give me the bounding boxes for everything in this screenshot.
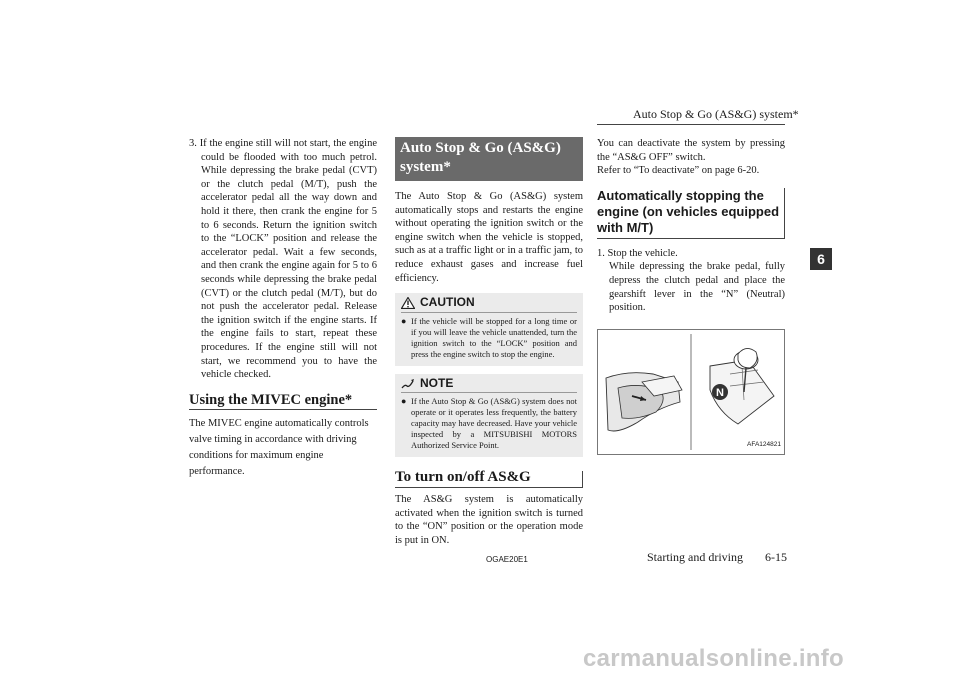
column-3 bbox=[597, 137, 785, 455]
caution-box bbox=[395, 293, 583, 366]
deactivate-text: You can deactivate the system by pressing the “AS&G OFF” switch. bbox=[597, 138, 785, 163]
bullet-icon: ● bbox=[401, 315, 407, 326]
step-1 bbox=[597, 247, 785, 261]
note-pencil-icon bbox=[401, 378, 415, 390]
page-number: 6-15 bbox=[765, 550, 787, 564]
column-2 bbox=[395, 137, 583, 547]
step-3-number: 3. bbox=[189, 138, 197, 149]
page-footer bbox=[647, 550, 787, 565]
warning-triangle-icon bbox=[401, 297, 415, 309]
note-label: NOTE bbox=[420, 375, 454, 390]
document-code: OGAE20E1 bbox=[486, 555, 528, 564]
neutral-gear-label: N bbox=[716, 386, 724, 399]
refer-text: Refer to “To deactivate” on page 6-20. bbox=[597, 165, 760, 177]
site-watermark: carmanualsonline.info bbox=[583, 645, 845, 672]
note-item bbox=[401, 396, 577, 451]
column-1 bbox=[189, 137, 377, 480]
mivec-text: The MIVEC engine automatically controls valve timing in accordance with driving conditions for maximum engine performance. bbox=[189, 418, 369, 478]
pedal-gearshift-illustration bbox=[597, 329, 785, 455]
step-1-number: 1. bbox=[597, 247, 605, 259]
auto-stop-heading: Automatically stopping the engine (on vehicles equipped with M/T) bbox=[597, 188, 785, 239]
toggle-heading: To turn on/off AS&G bbox=[395, 471, 583, 488]
step-1-text: While depressing the brake pedal, fully depress the clutch pedal and place the gearshift lever in the “N” (Neutral) position. bbox=[609, 261, 785, 314]
mivec-heading: Using the MIVEC engine* bbox=[189, 394, 377, 411]
asg-intro: The Auto Stop & Go (AS&G) system automatically stops and restarts the engine without operating the ignition switch or the engine switch when the vehicle is stopped, such as at a traffic light or in a traffic jam, to reduce exhaust gases and increase fuel efficiency. bbox=[395, 191, 583, 284]
toggle-text: The AS&G system is automatically activated when the ignition switch is turned to the “ON” position or the operation mode is put in ON. bbox=[395, 493, 583, 546]
header-rule bbox=[597, 124, 785, 125]
caution-item bbox=[401, 316, 577, 360]
figure-code: AFA124821 bbox=[747, 441, 781, 449]
note-box bbox=[395, 374, 583, 458]
step-3-text: If the engine still will not start, the engine could be flooded with too much petrol. While depressing the brake pedal (CVT) or the clutch pedal (M/T), push the accelerator pedal all the way down and hold it there, then crank the engine for 5 to 6 seconds. Return the ignition switch to the “LOCK” position and release the accelerator pedal. Wait a few seconds, and then crank the engine again for 5 to 6 seconds while depressing the brake pedal (CVT) or the clutch pedal (M/T), but do not push the accelerator pedal. Release the ignition switch if the engine starts. If the engine fails to start, repeat these procedures. If the engine still will not start, we recommend you to have the vehicle checked. bbox=[199, 138, 377, 381]
caution-title bbox=[401, 296, 577, 313]
caution-label: CAUTION bbox=[420, 295, 475, 310]
note-text: If the Auto Stop & Go (AS&G) system does not operate or it operates less frequently, the battery capacity may have decreased. Have your vehicle inspected by a MITSUBISHI MOTORS Authorized Service Point. bbox=[411, 396, 577, 451]
running-header: Auto Stop & Go (AS&G) system* bbox=[633, 107, 799, 121]
asg-section-heading: Auto Stop & Go (AS&G) system* bbox=[395, 137, 583, 181]
pedal-gearshift-drawing bbox=[598, 330, 784, 454]
step-3 bbox=[189, 137, 377, 382]
note-title bbox=[401, 377, 577, 394]
bullet-icon: ● bbox=[401, 396, 407, 407]
step-1-title: Stop the vehicle. bbox=[607, 247, 678, 259]
caution-text: If the vehicle will be stopped for a long time or if you will leave the vehicle unattended, turn the ignition switch to the “LOCK” position and press the engine switch to stop the engine. bbox=[411, 315, 577, 359]
footer-section: Starting and driving bbox=[647, 550, 743, 564]
chapter-tab[interactable]: 6 bbox=[810, 248, 832, 270]
